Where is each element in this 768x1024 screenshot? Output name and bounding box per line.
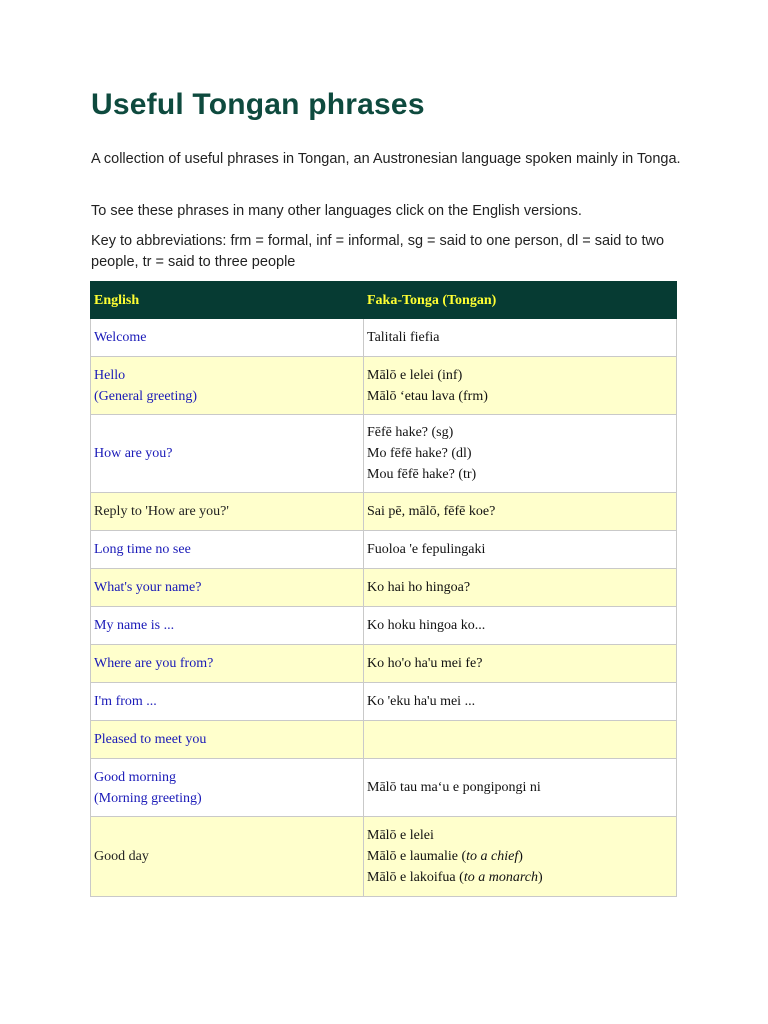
english-line: Good day xyxy=(94,849,149,864)
tongan-line xyxy=(367,577,673,598)
english-line: Welcome xyxy=(94,330,147,345)
table-row xyxy=(91,607,677,645)
table-row xyxy=(91,721,677,759)
table-row xyxy=(91,493,677,531)
english-line: Pleased to meet you xyxy=(94,732,207,747)
tongan-line: Mālō e laumalie (to a chief) xyxy=(367,849,523,864)
phrases-table xyxy=(90,281,677,897)
english-phrase-text xyxy=(94,501,360,522)
tongan-cell xyxy=(364,319,677,357)
usage-note: to a chief xyxy=(466,849,519,864)
table-row xyxy=(91,645,677,683)
tongan-phrase: Fēfē hake? (sg) xyxy=(367,425,454,440)
english-line: Reply to 'How are you?' xyxy=(94,504,229,519)
english-phrase-link[interactable] xyxy=(94,539,360,560)
tongan-phrase: Sai pē, mālō, fēfē koe? xyxy=(367,504,496,519)
tongan-phrase: Ko 'eku ha'u mei ... xyxy=(367,694,476,709)
english-cell xyxy=(91,645,364,683)
tongan-cell xyxy=(364,721,677,759)
english-phrase-link[interactable] xyxy=(94,327,360,348)
english-phrase-link[interactable] xyxy=(94,615,360,636)
english-cell xyxy=(91,493,364,531)
english-cell xyxy=(91,415,364,493)
tongan-line xyxy=(367,691,673,712)
header-tongan: Faka-Tonga (Tongan) xyxy=(364,282,677,319)
tongan-cell xyxy=(364,357,677,415)
tongan-line xyxy=(367,501,673,522)
tongan-phrase: Mālō e lakoifua xyxy=(367,870,456,885)
see-more-paragraph: To see these phrases in many other languages click on the English versions. xyxy=(91,203,582,219)
table-header-row xyxy=(91,282,677,319)
english-cell xyxy=(91,817,364,897)
english-cell xyxy=(91,531,364,569)
header-english: English xyxy=(91,282,364,319)
table-row xyxy=(91,415,677,493)
tongan-phrase: Fuoloa 'e fepulingaki xyxy=(367,542,486,557)
english-phrase-link[interactable] xyxy=(94,691,360,712)
tongan-line xyxy=(367,464,673,485)
tongan-cell xyxy=(364,415,677,493)
table-row xyxy=(91,357,677,415)
tongan-line xyxy=(367,777,673,798)
english-line: What's your name? xyxy=(94,580,202,595)
tongan-line xyxy=(367,422,673,443)
usage-note: to a monarch xyxy=(463,870,538,885)
english-phrase-link[interactable] xyxy=(94,767,360,809)
tongan-line xyxy=(367,539,673,560)
english-cell xyxy=(91,683,364,721)
tongan-phrase: Talitali fiefia xyxy=(367,330,440,345)
english-line: Long time no see xyxy=(94,542,191,557)
tongan-phrase: Mālō e lelei (inf) xyxy=(367,367,463,383)
english-line: Hello xyxy=(94,367,126,383)
tongan-line: Mālō e lakoifua (to a monarch) xyxy=(367,870,543,885)
tongan-phrase: Mālō tau ma‘u e pongipongi ni xyxy=(367,780,541,795)
tongan-line xyxy=(367,825,673,846)
tongan-phrase: Ko hoku hingoa ko... xyxy=(367,618,486,633)
table-row xyxy=(91,569,677,607)
english-line: I'm from ... xyxy=(94,694,157,709)
tongan-cell xyxy=(364,493,677,531)
tongan-cell xyxy=(364,531,677,569)
tongan-cell xyxy=(364,683,677,721)
tongan-cell xyxy=(364,817,677,897)
english-cell xyxy=(91,319,364,357)
english-line: (Morning greeting) xyxy=(94,790,202,806)
english-line: Where are you from? xyxy=(94,656,214,671)
tongan-phrase: Ko hai ho hingoa? xyxy=(367,580,471,595)
english-cell xyxy=(91,357,364,415)
tongan-phrase: Mou fēfē hake? (tr) xyxy=(367,467,477,482)
english-phrase-link[interactable] xyxy=(94,653,360,674)
tongan-line xyxy=(367,653,673,674)
english-line: How are you? xyxy=(94,446,173,461)
tongan-line xyxy=(367,443,673,464)
abbreviations-paragraph: Key to abbreviations: frm = formal, inf = informal, sg = said to one person, dl = said to two people, tr = said to three people xyxy=(91,233,665,270)
english-cell xyxy=(91,569,364,607)
tongan-phrase: Mo fēfē hake? (dl) xyxy=(367,446,472,461)
intro-paragraph: A collection of useful phrases in Tongan, an Austronesian language spoken mainly in Tonga. xyxy=(91,151,681,167)
english-phrase-link[interactable] xyxy=(94,577,360,598)
english-cell xyxy=(91,721,364,759)
tongan-phrase: Mālō ‘etau lava (frm) xyxy=(367,388,488,404)
table-row xyxy=(91,683,677,721)
english-phrase-link[interactable] xyxy=(94,443,360,464)
tongan-line xyxy=(367,615,673,636)
tongan-cell xyxy=(364,569,677,607)
english-cell xyxy=(91,759,364,817)
tongan-cell xyxy=(364,759,677,817)
table-row xyxy=(91,817,677,897)
english-line: My name is ... xyxy=(94,618,175,633)
table-row xyxy=(91,759,677,817)
tongan-phrase: Mālō e laumalie xyxy=(367,849,458,864)
english-phrase-link[interactable] xyxy=(94,365,360,407)
page-title: Useful Tongan phrases xyxy=(91,88,425,121)
tongan-phrase: Mālō e lelei xyxy=(367,828,434,843)
english-cell xyxy=(91,607,364,645)
english-line: Good morning xyxy=(94,769,177,785)
tongan-line xyxy=(367,327,673,348)
english-phrase-link[interactable] xyxy=(94,729,360,750)
table-row xyxy=(91,319,677,357)
english-line: (General greeting) xyxy=(94,388,197,404)
tongan-phrase: Ko ho'o ha'u mei fe? xyxy=(367,656,483,671)
tongan-cell xyxy=(364,645,677,683)
table-row xyxy=(91,531,677,569)
english-phrase-text xyxy=(94,846,360,867)
tongan-cell xyxy=(364,607,677,645)
tongan-line xyxy=(367,365,673,386)
tongan-line xyxy=(367,386,673,407)
